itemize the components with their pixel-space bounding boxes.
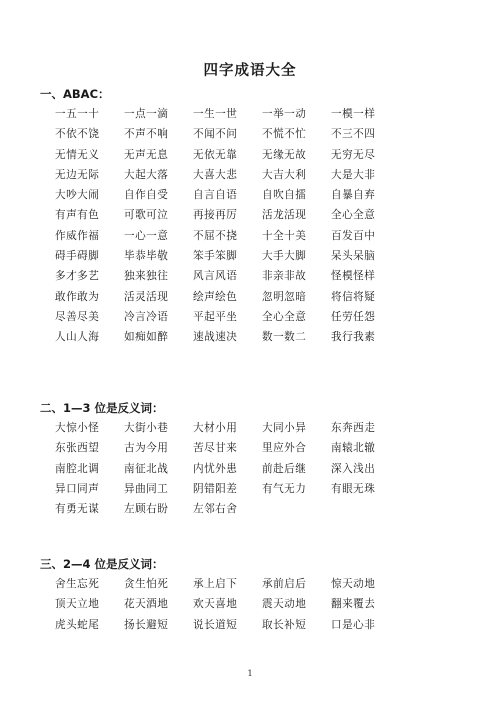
idiom-cell: 我行我素	[331, 331, 376, 344]
idiom-row	[40, 594, 480, 614]
idiom-cell: 十全十美	[262, 229, 307, 242]
idiom-cell: 左邻右舍	[193, 503, 238, 516]
idiom-cell: 东奔西走	[331, 422, 376, 434]
idiom-cell: 大惊小怪	[55, 422, 100, 434]
idiom-row	[40, 307, 480, 327]
idiom-cell: 自暴自弃	[331, 189, 376, 202]
idiom-cell: 里应外合	[262, 442, 307, 455]
idiom-row	[40, 327, 480, 347]
idiom-cell: 有气无力	[262, 482, 307, 495]
idiom-cell: 左顾右盼	[124, 503, 169, 516]
idiom-cell: 风言风语	[193, 270, 238, 283]
idiom-cell: 全心全意	[331, 209, 376, 222]
idiom-cell: 自作自受	[124, 189, 169, 202]
idiom-row	[40, 438, 480, 458]
section-heading: 三、2—4 位是反义词：	[40, 557, 164, 571]
idiom-cell: 舍生忘死	[55, 578, 100, 590]
idiom-cell: 百发百中	[331, 229, 376, 242]
idiom-cell: 呆头呆脑	[331, 250, 376, 263]
idiom-cell: 大是大非	[331, 168, 376, 181]
idiom-row	[40, 418, 480, 438]
idiom-table	[40, 574, 480, 635]
idiom-cell: 一心一意	[124, 229, 169, 242]
idiom-cell: 苦尽甘来	[193, 442, 238, 455]
idiom-cell: 说长道短	[193, 618, 238, 631]
page-title: 四字成语大全	[203, 63, 297, 79]
idiom-row	[40, 615, 480, 635]
idiom-cell: 数一数二	[262, 331, 307, 344]
idiom-cell: 无缘无故	[262, 148, 307, 161]
idiom-cell: 不声不响	[124, 128, 169, 141]
idiom-cell: 将信将疑	[331, 290, 376, 303]
idiom-cell: 大手大脚	[262, 250, 307, 263]
idiom-cell: 大吉大利	[262, 168, 307, 181]
idiom-cell: 大材小用	[193, 422, 238, 434]
idiom-cell: 可歌可泣	[124, 209, 169, 222]
idiom-cell: 震天动地	[262, 598, 307, 611]
section-heading: 二、1—3 位是反义词：	[40, 401, 164, 415]
idiom-cell: 活龙活现	[262, 209, 307, 222]
idiom-cell: 如痴如醉	[124, 331, 169, 344]
idiom-cell: 无声无息	[124, 148, 169, 161]
idiom-row	[40, 104, 480, 124]
idiom-cell: 自言自语	[193, 189, 238, 202]
idiom-cell: 大起大落	[124, 168, 169, 181]
idiom-row	[40, 226, 480, 246]
idiom-cell: 异曲同工	[124, 482, 169, 495]
idiom-row	[40, 459, 480, 479]
idiom-cell: 无穷无尽	[331, 148, 376, 161]
idiom-cell: 多才多艺	[55, 270, 100, 283]
idiom-cell: 惊天动地	[331, 578, 376, 590]
idiom-cell: 怪模怪样	[331, 270, 376, 283]
idiom-cell: 无边无际	[55, 168, 100, 181]
idiom-cell: 尽善尽美	[55, 310, 100, 323]
idiom-cell: 大同小异	[262, 422, 307, 434]
idiom-cell: 一五一十	[55, 108, 100, 120]
page-number: 1	[247, 669, 253, 678]
idiom-cell: 贪生怕死	[124, 578, 169, 590]
idiom-cell: 作威作福	[55, 229, 100, 242]
idiom-cell: 顶天立地	[55, 598, 100, 611]
idiom-cell: 不依不饶	[55, 128, 100, 141]
idiom-cell: 非亲非故	[262, 270, 307, 283]
section-antonym-1-3	[40, 398, 480, 519]
idiom-cell: 承上启下	[193, 578, 238, 590]
idiom-cell: 虎头蛇尾	[55, 618, 100, 631]
idiom-cell: 独来独往	[124, 270, 169, 283]
idiom-cell: 阴错阳差	[193, 482, 238, 495]
idiom-cell: 一生一世	[193, 108, 238, 120]
idiom-row	[40, 124, 480, 144]
idiom-cell: 口是心非	[331, 618, 376, 631]
idiom-cell: 笨手笨脚	[193, 250, 238, 263]
idiom-cell: 大喜大悲	[193, 168, 238, 181]
idiom-cell: 人山人海	[55, 331, 100, 344]
idiom-cell: 不闻不问	[193, 128, 238, 141]
idiom-row	[40, 499, 480, 519]
idiom-table	[40, 418, 480, 519]
idiom-cell: 毕恭毕敬	[124, 250, 169, 263]
idiom-row	[40, 246, 480, 266]
idiom-cell: 一举一动	[262, 108, 307, 120]
idiom-cell: 深入浅出	[331, 462, 376, 475]
idiom-cell: 一模一样	[331, 108, 376, 120]
idiom-cell: 冷言冷语	[124, 310, 169, 323]
idiom-cell: 有声有色	[55, 209, 100, 222]
idiom-cell: 翻来覆去	[331, 598, 376, 611]
idiom-cell: 速战速决	[193, 331, 238, 344]
idiom-cell: 花天酒地	[124, 598, 169, 611]
idiom-table	[40, 104, 480, 348]
idiom-row	[40, 266, 480, 286]
idiom-row	[40, 479, 480, 499]
idiom-row	[40, 185, 480, 205]
idiom-row	[40, 287, 480, 307]
idiom-cell: 东张西望	[55, 442, 100, 455]
idiom-cell: 前赴后继	[262, 462, 307, 475]
idiom-cell: 有勇无谋	[55, 503, 100, 516]
idiom-row	[40, 205, 480, 225]
idiom-cell: 不三不四	[331, 128, 376, 141]
idiom-row	[40, 145, 480, 165]
idiom-cell: 大街小巷	[124, 422, 169, 434]
idiom-cell: 绘声绘色	[193, 290, 238, 303]
idiom-cell: 碍手碍脚	[55, 250, 100, 263]
idiom-cell: 内忧外患	[193, 462, 238, 475]
section-heading: 一、ABAC：	[40, 87, 110, 101]
idiom-cell: 不屈不挠	[193, 229, 238, 242]
idiom-row	[40, 574, 480, 594]
idiom-cell: 南腔北调	[55, 462, 100, 475]
idiom-cell: 无依无靠	[193, 148, 238, 161]
idiom-cell: 平起平坐	[193, 310, 238, 323]
idiom-cell: 古为今用	[124, 442, 169, 455]
idiom-cell: 欢天喜地	[193, 598, 238, 611]
idiom-cell: 不慌不忙	[262, 128, 307, 141]
idiom-cell: 活灵活现	[124, 290, 169, 303]
idiom-cell: 南征北战	[124, 462, 169, 475]
idiom-cell: 南辕北辙	[331, 442, 376, 455]
idiom-cell: 大吵大闹	[55, 189, 100, 202]
section-antonym-2-4	[40, 554, 480, 635]
idiom-cell: 承前启后	[262, 578, 307, 590]
idiom-cell: 一点一滴	[124, 108, 169, 120]
idiom-cell: 无情无义	[55, 148, 100, 161]
idiom-cell: 忽明忽暗	[262, 290, 307, 303]
idiom-cell: 任劳任怨	[331, 310, 376, 323]
idiom-cell: 再接再厉	[193, 209, 238, 222]
idiom-cell: 异口同声	[55, 482, 100, 495]
idiom-cell: 自吹自擂	[262, 189, 307, 202]
idiom-cell: 全心全意	[262, 310, 307, 323]
idiom-row	[40, 165, 480, 185]
idiom-cell: 取长补短	[262, 618, 307, 631]
idiom-cell: 有眼无珠	[331, 482, 376, 495]
idiom-cell: 扬长避短	[124, 618, 169, 631]
idiom-cell: 敢作敢为	[55, 290, 100, 303]
section-abac	[40, 84, 480, 348]
